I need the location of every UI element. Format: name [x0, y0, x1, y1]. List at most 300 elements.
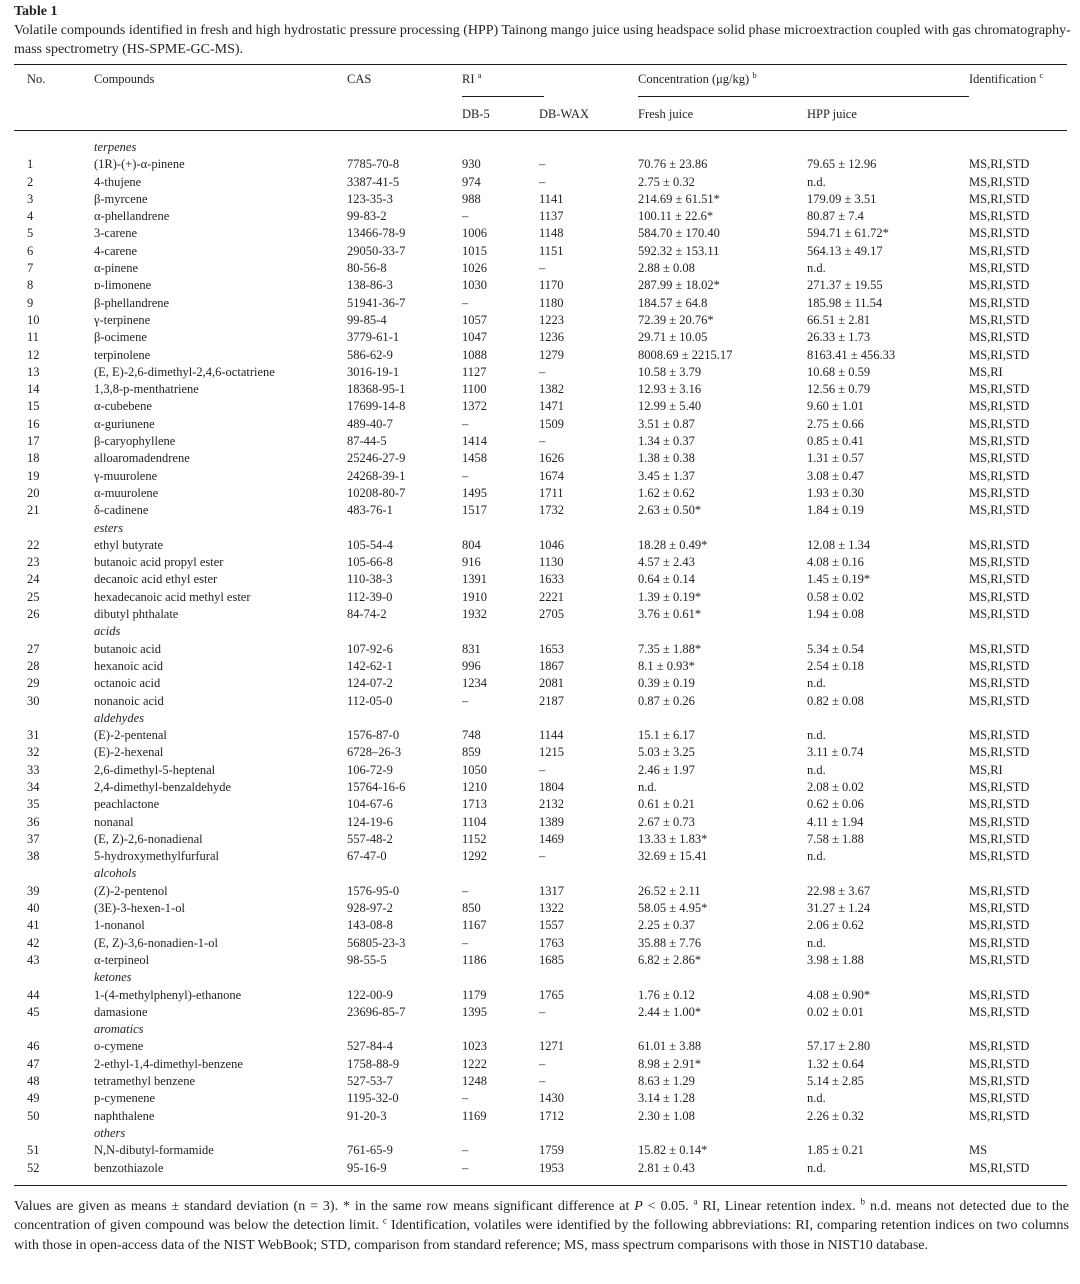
cell-fresh-juice: 2.30 ± 1.08: [638, 1108, 695, 1123]
cell-compound: α-guriunene: [94, 416, 155, 431]
cell-compound: β-myrcene: [94, 191, 148, 206]
cell-hpp-juice: 2.08 ± 0.02: [807, 779, 864, 794]
cell-hpp-juice: 2.75 ± 0.66: [807, 416, 864, 431]
table-row: [0, 1004, 1080, 1021]
cell-fresh-juice: 3.14 ± 1.28: [638, 1091, 695, 1106]
cell-cas: 106-72-9: [347, 762, 393, 777]
cell-hpp-juice: 5.14 ± 2.85: [807, 1074, 864, 1089]
cell-no: 34: [27, 779, 40, 794]
table-row: [0, 398, 1080, 415]
cell-fresh-juice: 6.82 ± 2.86*: [638, 952, 702, 967]
cell-identification: MS,RI,STD: [969, 797, 1030, 812]
cell-identification: MS,RI,STD: [969, 918, 1030, 933]
cell-identification: MS,RI,STD: [969, 226, 1030, 241]
cell-ri-dbwax: 1148: [539, 226, 564, 241]
cell-ri-dbwax: 1557: [539, 918, 564, 933]
cell-no: 49: [27, 1091, 40, 1106]
cell-no: 11: [27, 330, 40, 345]
cell-ri-dbwax: 1151: [539, 243, 564, 258]
cell-ri-dbwax: –: [539, 364, 546, 379]
cell-no: 4: [27, 209, 34, 224]
cell-no: 45: [27, 1004, 40, 1019]
cell-hpp-juice: 31.27 ± 1.24: [807, 901, 871, 916]
cell-compound: (1R)-(+)-α-pinene: [94, 157, 185, 172]
cell-ri-db5: 1414: [462, 434, 487, 449]
cell-compound: nonanoic acid: [94, 693, 164, 708]
cell-no: 25: [27, 589, 40, 604]
cell-fresh-juice: 8.98 ± 2.91*: [638, 1056, 702, 1071]
cell-hpp-juice: 185.98 ± 11.54: [807, 295, 883, 310]
header-dbwax: DB-WAX: [539, 107, 589, 121]
table-row: [0, 502, 1080, 519]
cell-cas: 527-84-4: [347, 1039, 393, 1054]
cell-fresh-juice: 70.76 ± 23.86: [638, 157, 708, 172]
table-row: [0, 329, 1080, 346]
cell-ri-db5: 1050: [462, 762, 487, 777]
cell-ri-db5: –: [462, 468, 469, 483]
cell-ri-dbwax: 1141: [539, 191, 564, 206]
cell-ri-db5: 1186: [462, 952, 487, 967]
cell-fresh-juice: 2.67 ± 0.73: [638, 814, 695, 829]
cell-ri-dbwax: 1279: [539, 347, 564, 362]
cell-identification: MS,RI,STD: [969, 589, 1030, 604]
cell-ri-dbwax: 1867: [539, 658, 564, 673]
cell-fresh-juice: 3.45 ± 1.37: [638, 468, 695, 483]
cell-cas: 15764-16-6: [347, 779, 406, 794]
cell-hpp-juice: 22.98 ± 3.67: [807, 883, 871, 898]
cell-ri-dbwax: 1046: [539, 537, 564, 552]
cell-cas: 29050-33-7: [347, 243, 406, 258]
cell-hpp-juice: 271.37 ± 19.55: [807, 278, 883, 293]
cell-no: 3: [27, 191, 34, 206]
table-row: [0, 693, 1080, 710]
cell-ri-db5: –: [462, 935, 469, 950]
cell-hpp-juice: 0.02 ± 0.01: [807, 1004, 864, 1019]
cell-identification: MS,RI,STD: [969, 658, 1030, 673]
category-row: [0, 623, 1080, 640]
cell-ri-db5: 859: [462, 745, 481, 760]
cell-identification: MS,RI,STD: [969, 987, 1030, 1002]
cell-identification: MS,RI,STD: [969, 382, 1030, 397]
cell-hpp-juice: 0.62 ± 0.06: [807, 797, 864, 812]
cell-compound: α-phellandrene: [94, 209, 170, 224]
footnote-mark-a: a: [693, 1196, 698, 1207]
cell-identification: MS,RI,STD: [969, 243, 1030, 258]
cell-no: 32: [27, 745, 40, 760]
cell-ri-db5: –: [462, 416, 469, 431]
cell-hpp-juice: 2.26 ± 0.32: [807, 1108, 864, 1123]
ri-group-rule: [462, 96, 544, 97]
cell-hpp-juice: 179.09 ± 3.51: [807, 191, 877, 206]
cell-no: 6: [27, 243, 34, 258]
cell-fresh-juice: 100.11 ± 22.6*: [638, 209, 714, 224]
table-row: [0, 1038, 1080, 1055]
cell-compound: N,N-dibutyl-formamide: [94, 1143, 214, 1158]
cell-cas: 1758-88-9: [347, 1056, 400, 1071]
header-db5: DB-5: [462, 107, 490, 121]
footnote-note-b: n.d. means not detected due to the concentration of given compound was below the detection limit.: [14, 1199, 1069, 1234]
cell-fresh-juice: 7.35 ± 1.88*: [638, 641, 702, 656]
cell-identification: MS,RI,STD: [969, 451, 1030, 466]
cell-cas: 1576-87-0: [347, 728, 400, 743]
cell-hpp-juice: 80.87 ± 7.4: [807, 209, 864, 224]
cell-ri-db5: 1127: [462, 364, 487, 379]
cell-identification: MS,RI,STD: [969, 1056, 1030, 1071]
cell-compound: 5-hydroxymethylfurfural: [94, 849, 219, 864]
cell-fresh-juice: 3.51 ± 0.87: [638, 416, 695, 431]
cell-identification: MS,RI,STD: [969, 676, 1030, 691]
cell-ri-dbwax: –: [539, 1074, 546, 1089]
cell-fresh-juice: 2.81 ± 0.43: [638, 1160, 695, 1175]
cell-cas: 91-20-3: [347, 1108, 387, 1123]
cell-ri-dbwax: 2705: [539, 607, 564, 622]
cell-identification: MS,RI,STD: [969, 503, 1030, 518]
cell-cas: 124-07-2: [347, 676, 393, 691]
cell-no: 15: [27, 399, 40, 414]
cell-no: 43: [27, 952, 40, 967]
cell-no: 7: [27, 261, 34, 276]
cell-hpp-juice: 1.31 ± 0.57: [807, 451, 864, 466]
cell-compound: butanoic acid: [94, 641, 161, 656]
cell-identification: MS,RI,STD: [969, 191, 1030, 206]
table-row: [0, 831, 1080, 848]
header-ri-text: RI: [462, 72, 475, 86]
cell-ri-dbwax: –: [539, 762, 546, 777]
cell-fresh-juice: 592.32 ± 153.11: [638, 243, 720, 258]
cell-ri-dbwax: 1271: [539, 1039, 564, 1054]
cell-ri-dbwax: 1804: [539, 779, 564, 794]
cell-ri-db5: 1179: [462, 987, 487, 1002]
cell-identification: MS,RI,STD: [969, 416, 1030, 431]
cell-compound: γ-terpinene: [94, 312, 151, 327]
cell-no: 26: [27, 607, 40, 622]
footnote-mark-c: c: [382, 1215, 387, 1226]
cell-compound: 4-carene: [94, 243, 138, 258]
cell-ri-db5: 1026: [462, 261, 487, 276]
cell-hpp-juice: n.d.: [807, 174, 826, 189]
cell-identification: MS,RI,STD: [969, 745, 1030, 760]
cell-fresh-juice: 15.82 ± 0.14*: [638, 1143, 708, 1158]
cell-cas: 928-97-2: [347, 901, 393, 916]
cell-ri-db5: 930: [462, 157, 481, 172]
cell-cas: 107-92-6: [347, 641, 393, 656]
cell-ri-dbwax: 1633: [539, 572, 564, 587]
table-row: [0, 883, 1080, 900]
table-row: [0, 917, 1080, 934]
cell-no: 40: [27, 901, 40, 916]
cell-cas: 51941-36-7: [347, 295, 406, 310]
cell-hpp-juice: 8163.41 ± 456.33: [807, 347, 896, 362]
category-label: ketones: [94, 970, 132, 985]
cell-cas: 123-35-3: [347, 191, 393, 206]
table-row: [0, 675, 1080, 692]
category-row: [0, 520, 1080, 537]
cell-ri-dbwax: 1469: [539, 831, 564, 846]
table-row: [0, 744, 1080, 761]
cell-hpp-juice: 594.71 ± 61.72*: [807, 226, 889, 241]
cell-ri-dbwax: –: [539, 434, 546, 449]
cell-compound: 2,4-dimethyl-benzaldehyde: [94, 779, 232, 794]
cell-compound: dibutyl phthalate: [94, 607, 179, 622]
cell-ri-db5: 1713: [462, 797, 487, 812]
category-label: aromatics: [94, 1022, 144, 1037]
cell-hpp-juice: 564.13 ± 49.17: [807, 243, 883, 258]
cell-ri-dbwax: 1763: [539, 935, 564, 950]
header-hpp: HPP juice: [807, 107, 857, 121]
cell-no: 17: [27, 434, 40, 449]
cell-fresh-juice: 10.58 ± 3.79: [638, 364, 702, 379]
cell-cas: 56805-23-3: [347, 935, 406, 950]
table-row: [0, 952, 1080, 969]
cell-ri-db5: 1030: [462, 278, 487, 293]
cell-no: 9: [27, 295, 34, 310]
table-row: [0, 260, 1080, 277]
cell-ri-db5: 1167: [462, 918, 487, 933]
cell-fresh-juice: 1.62 ± 0.62: [638, 485, 695, 500]
cell-fresh-juice: 32.69 ± 15.41: [638, 849, 708, 864]
cell-hpp-juice: 1.84 ± 0.19: [807, 503, 864, 518]
table-row: [0, 1073, 1080, 1090]
cell-identification: MS,RI,STD: [969, 295, 1030, 310]
cell-no: 38: [27, 849, 40, 864]
cell-ri-db5: 1292: [462, 849, 487, 864]
table-row: [0, 347, 1080, 364]
cell-hpp-juice: n.d.: [807, 261, 826, 276]
cell-identification: MS,RI,STD: [969, 1074, 1030, 1089]
cell-ri-dbwax: 1170: [539, 278, 564, 293]
cell-cas: 25246-27-9: [347, 451, 406, 466]
cell-identification: MS,RI,STD: [969, 935, 1030, 950]
table-row: [0, 814, 1080, 831]
cell-cas: 557-48-2: [347, 831, 393, 846]
cell-compound: ethyl butyrate: [94, 537, 164, 552]
cell-hpp-juice: 1.32 ± 0.64: [807, 1056, 864, 1071]
cell-ri-dbwax: 2187: [539, 693, 564, 708]
table-row: [0, 727, 1080, 744]
cell-no: 44: [27, 987, 40, 1002]
category-row: [0, 139, 1080, 156]
cell-cas: 80-56-8: [347, 261, 387, 276]
cell-ri-db5: 1932: [462, 607, 487, 622]
cell-fresh-juice: 2.46 ± 1.97: [638, 762, 695, 777]
cell-ri-db5: 1210: [462, 779, 487, 794]
footnote-note-c: Identification, volatiles were identified by the following abbreviations: RI, comparing retention indices on two columns with those in open-access data of the NIST WebBook; STD, comparison from standard reference; MS, mass spectrum comparisons with those in NIST10 database.: [14, 1218, 1070, 1253]
cell-hpp-juice: 0.82 ± 0.08: [807, 693, 864, 708]
category-row: [0, 1125, 1080, 1142]
cell-identification: MS,RI,STD: [969, 312, 1030, 327]
table-row: [0, 433, 1080, 450]
cell-fresh-juice: 584.70 ± 170.40: [638, 226, 720, 241]
cell-fresh-juice: 58.05 ± 4.95*: [638, 901, 708, 916]
cell-cas: 87-44-5: [347, 434, 387, 449]
cell-no: 51: [27, 1143, 40, 1158]
cell-fresh-juice: 287.99 ± 18.02*: [638, 278, 720, 293]
cell-hpp-juice: 5.34 ± 0.54: [807, 641, 864, 656]
cell-ri-dbwax: 1471: [539, 399, 564, 414]
cell-cas: 24268-39-1: [347, 468, 406, 483]
header-ri-mark: a: [477, 69, 482, 80]
cell-cas: 124-19-6: [347, 814, 393, 829]
cell-fresh-juice: 1.76 ± 0.12: [638, 987, 695, 1002]
cell-fresh-juice: 8.63 ± 1.29: [638, 1074, 695, 1089]
cell-ri-db5: 996: [462, 658, 481, 673]
cell-compound: (E)-2-hexenal: [94, 745, 164, 760]
cell-fresh-juice: 72.39 ± 20.76*: [638, 312, 714, 327]
category-label: terpenes: [94, 140, 137, 154]
cell-ri-dbwax: 1144: [539, 728, 564, 743]
cell-no: 1: [27, 157, 34, 172]
cell-ri-db5: 1104: [462, 814, 487, 829]
cell-cas: 110-38-3: [347, 572, 393, 587]
cell-compound: α-cubebene: [94, 399, 152, 414]
cell-identification: MS,RI,STD: [969, 883, 1030, 898]
cell-cas: 3387-41-5: [347, 174, 400, 189]
cell-cas: 95-16-9: [347, 1160, 387, 1175]
cell-cas: 586-62-9: [347, 347, 393, 362]
cell-cas: 112-05-0: [347, 693, 393, 708]
cell-fresh-juice: 8.1 ± 0.93*: [638, 658, 695, 673]
cell-ri-db5: 1395: [462, 1004, 487, 1019]
cell-identification: MS,RI,STD: [969, 261, 1030, 276]
table-row: [0, 485, 1080, 502]
cell-hpp-juice: 9.60 ± 1.01: [807, 399, 864, 414]
cell-cas: 527-53-7: [347, 1074, 393, 1089]
cell-identification: MS,RI,STD: [969, 814, 1030, 829]
cell-fresh-juice: 1.34 ± 0.37: [638, 434, 695, 449]
table-footnote: [14, 1197, 1069, 1255]
cell-ri-dbwax: –: [539, 157, 546, 172]
cell-hpp-juice: n.d.: [807, 676, 826, 691]
cell-cas: 138-86-3: [347, 278, 393, 293]
table-row: [0, 1160, 1080, 1177]
cell-compound: terpinolene: [94, 347, 151, 362]
cell-compound: (E, E)-2,6-dimethyl-2,4,6-octatriene: [94, 364, 275, 379]
cell-fresh-juice: 12.99 ± 5.40: [638, 399, 702, 414]
cell-ri-db5: –: [462, 693, 469, 708]
cell-ri-db5: 1222: [462, 1056, 487, 1071]
cell-compound: alloaromadendrene: [94, 451, 190, 466]
table-row: [0, 381, 1080, 398]
cell-no: 14: [27, 382, 40, 397]
cell-hpp-juice: n.d.: [807, 762, 826, 777]
cell-ri-db5: 1006: [462, 226, 487, 241]
table-row: [0, 191, 1080, 208]
cell-ri-dbwax: 2132: [539, 797, 564, 812]
cell-cas: 84-74-2: [347, 607, 387, 622]
cell-fresh-juice: 0.64 ± 0.14: [638, 572, 695, 587]
cell-compound: (3E)-3-hexen-1-ol: [94, 901, 185, 916]
header-concentration: [638, 69, 757, 86]
cell-identification: MS,RI,STD: [969, 1160, 1030, 1175]
cell-cas: 98-55-5: [347, 952, 387, 967]
cell-ri-dbwax: 1759: [539, 1143, 564, 1158]
cell-ri-db5: –: [462, 1160, 469, 1175]
cell-identification: MS,RI,STD: [969, 779, 1030, 794]
cell-identification: MS,RI,STD: [969, 555, 1030, 570]
cell-cas: 104-67-6: [347, 797, 393, 812]
cell-identification: MS,RI,STD: [969, 572, 1030, 587]
cell-cas: 1576-95-0: [347, 883, 400, 898]
cell-identification: MS,RI,STD: [969, 607, 1030, 622]
cell-identification: MS,RI,STD: [969, 330, 1030, 345]
cell-no: 10: [27, 312, 40, 327]
cell-ri-db5: 1910: [462, 589, 487, 604]
footnote-part1: Values are given as means ± standard deviation (n = 3). * in the same row means significant difference at: [14, 1199, 635, 1214]
cell-fresh-juice: 214.69 ± 61.51*: [638, 191, 720, 206]
cell-cas: 105-66-8: [347, 555, 393, 570]
cell-identification: MS,RI,STD: [969, 1039, 1030, 1054]
cell-compound: δ-cadinene: [94, 503, 149, 518]
cell-compound: octanoic acid: [94, 676, 161, 691]
cell-ri-dbwax: –: [539, 1004, 546, 1019]
cell-compound: nonanal: [94, 814, 134, 829]
cell-hpp-juice: 3.11 ± 0.74: [807, 745, 864, 760]
table-row: [0, 641, 1080, 658]
cell-ri-dbwax: 1953: [539, 1160, 564, 1175]
cell-no: 28: [27, 658, 40, 673]
cell-cas: 112-39-0: [347, 589, 393, 604]
cell-ri-dbwax: 1382: [539, 382, 564, 397]
cell-ri-db5: –: [462, 295, 469, 310]
table-row: [0, 762, 1080, 779]
cell-identification: MS,RI,STD: [969, 1091, 1030, 1106]
footnote-mark-b: b: [860, 1196, 866, 1207]
cell-hpp-juice: n.d.: [807, 1091, 826, 1106]
cell-compound: β-phellandrene: [94, 295, 170, 310]
cell-ri-dbwax: 1653: [539, 641, 564, 656]
cell-hpp-juice: 2.06 ± 0.62: [807, 918, 864, 933]
cell-identification: MS,RI,STD: [969, 849, 1030, 864]
cell-fresh-juice: 0.87 ± 0.26: [638, 693, 695, 708]
table-row: [0, 364, 1080, 381]
cell-hpp-juice: 1.45 ± 0.19*: [807, 572, 871, 587]
cell-no: 24: [27, 572, 40, 587]
cell-identification: MS,RI,STD: [969, 831, 1030, 846]
category-row: [0, 969, 1080, 986]
cell-cas: 99-83-2: [347, 209, 387, 224]
cell-ri-db5: 974: [462, 174, 481, 189]
cell-fresh-juice: 61.01 ± 3.88: [638, 1039, 702, 1054]
cell-compound: 1-nonanol: [94, 918, 145, 933]
category-label: acids: [94, 624, 121, 639]
cell-ri-db5: 748: [462, 728, 481, 743]
cell-no: 36: [27, 814, 40, 829]
table-row: [0, 174, 1080, 191]
cell-no: 27: [27, 641, 40, 656]
cell-identification: MS,RI,STD: [969, 537, 1030, 552]
cell-hpp-juice: 12.56 ± 0.79: [807, 382, 871, 397]
category-row: [0, 1021, 1080, 1038]
cell-fresh-juice: 3.76 ± 0.61*: [638, 607, 702, 622]
cell-identification: MS,RI,STD: [969, 641, 1030, 656]
cell-ri-db5: 1023: [462, 1039, 487, 1054]
cell-identification: MS,RI: [969, 364, 1003, 379]
table-row: [0, 1090, 1080, 1107]
table-row: [0, 312, 1080, 329]
table-row: [0, 900, 1080, 917]
cell-compound: peachlactone: [94, 797, 160, 812]
cell-compound: 2-ethyl-1,4-dimethyl-benzene: [94, 1056, 243, 1071]
cell-no: 2: [27, 174, 34, 189]
category-label: alcohols: [94, 866, 137, 881]
cell-identification: MS,RI,STD: [969, 952, 1030, 967]
cell-ri-dbwax: 1732: [539, 503, 564, 518]
cell-no: 42: [27, 935, 40, 950]
cell-ri-db5: 1088: [462, 347, 487, 362]
cell-no: 20: [27, 485, 40, 500]
cell-identification: MS,RI,STD: [969, 693, 1030, 708]
cell-no: 12: [27, 347, 40, 362]
